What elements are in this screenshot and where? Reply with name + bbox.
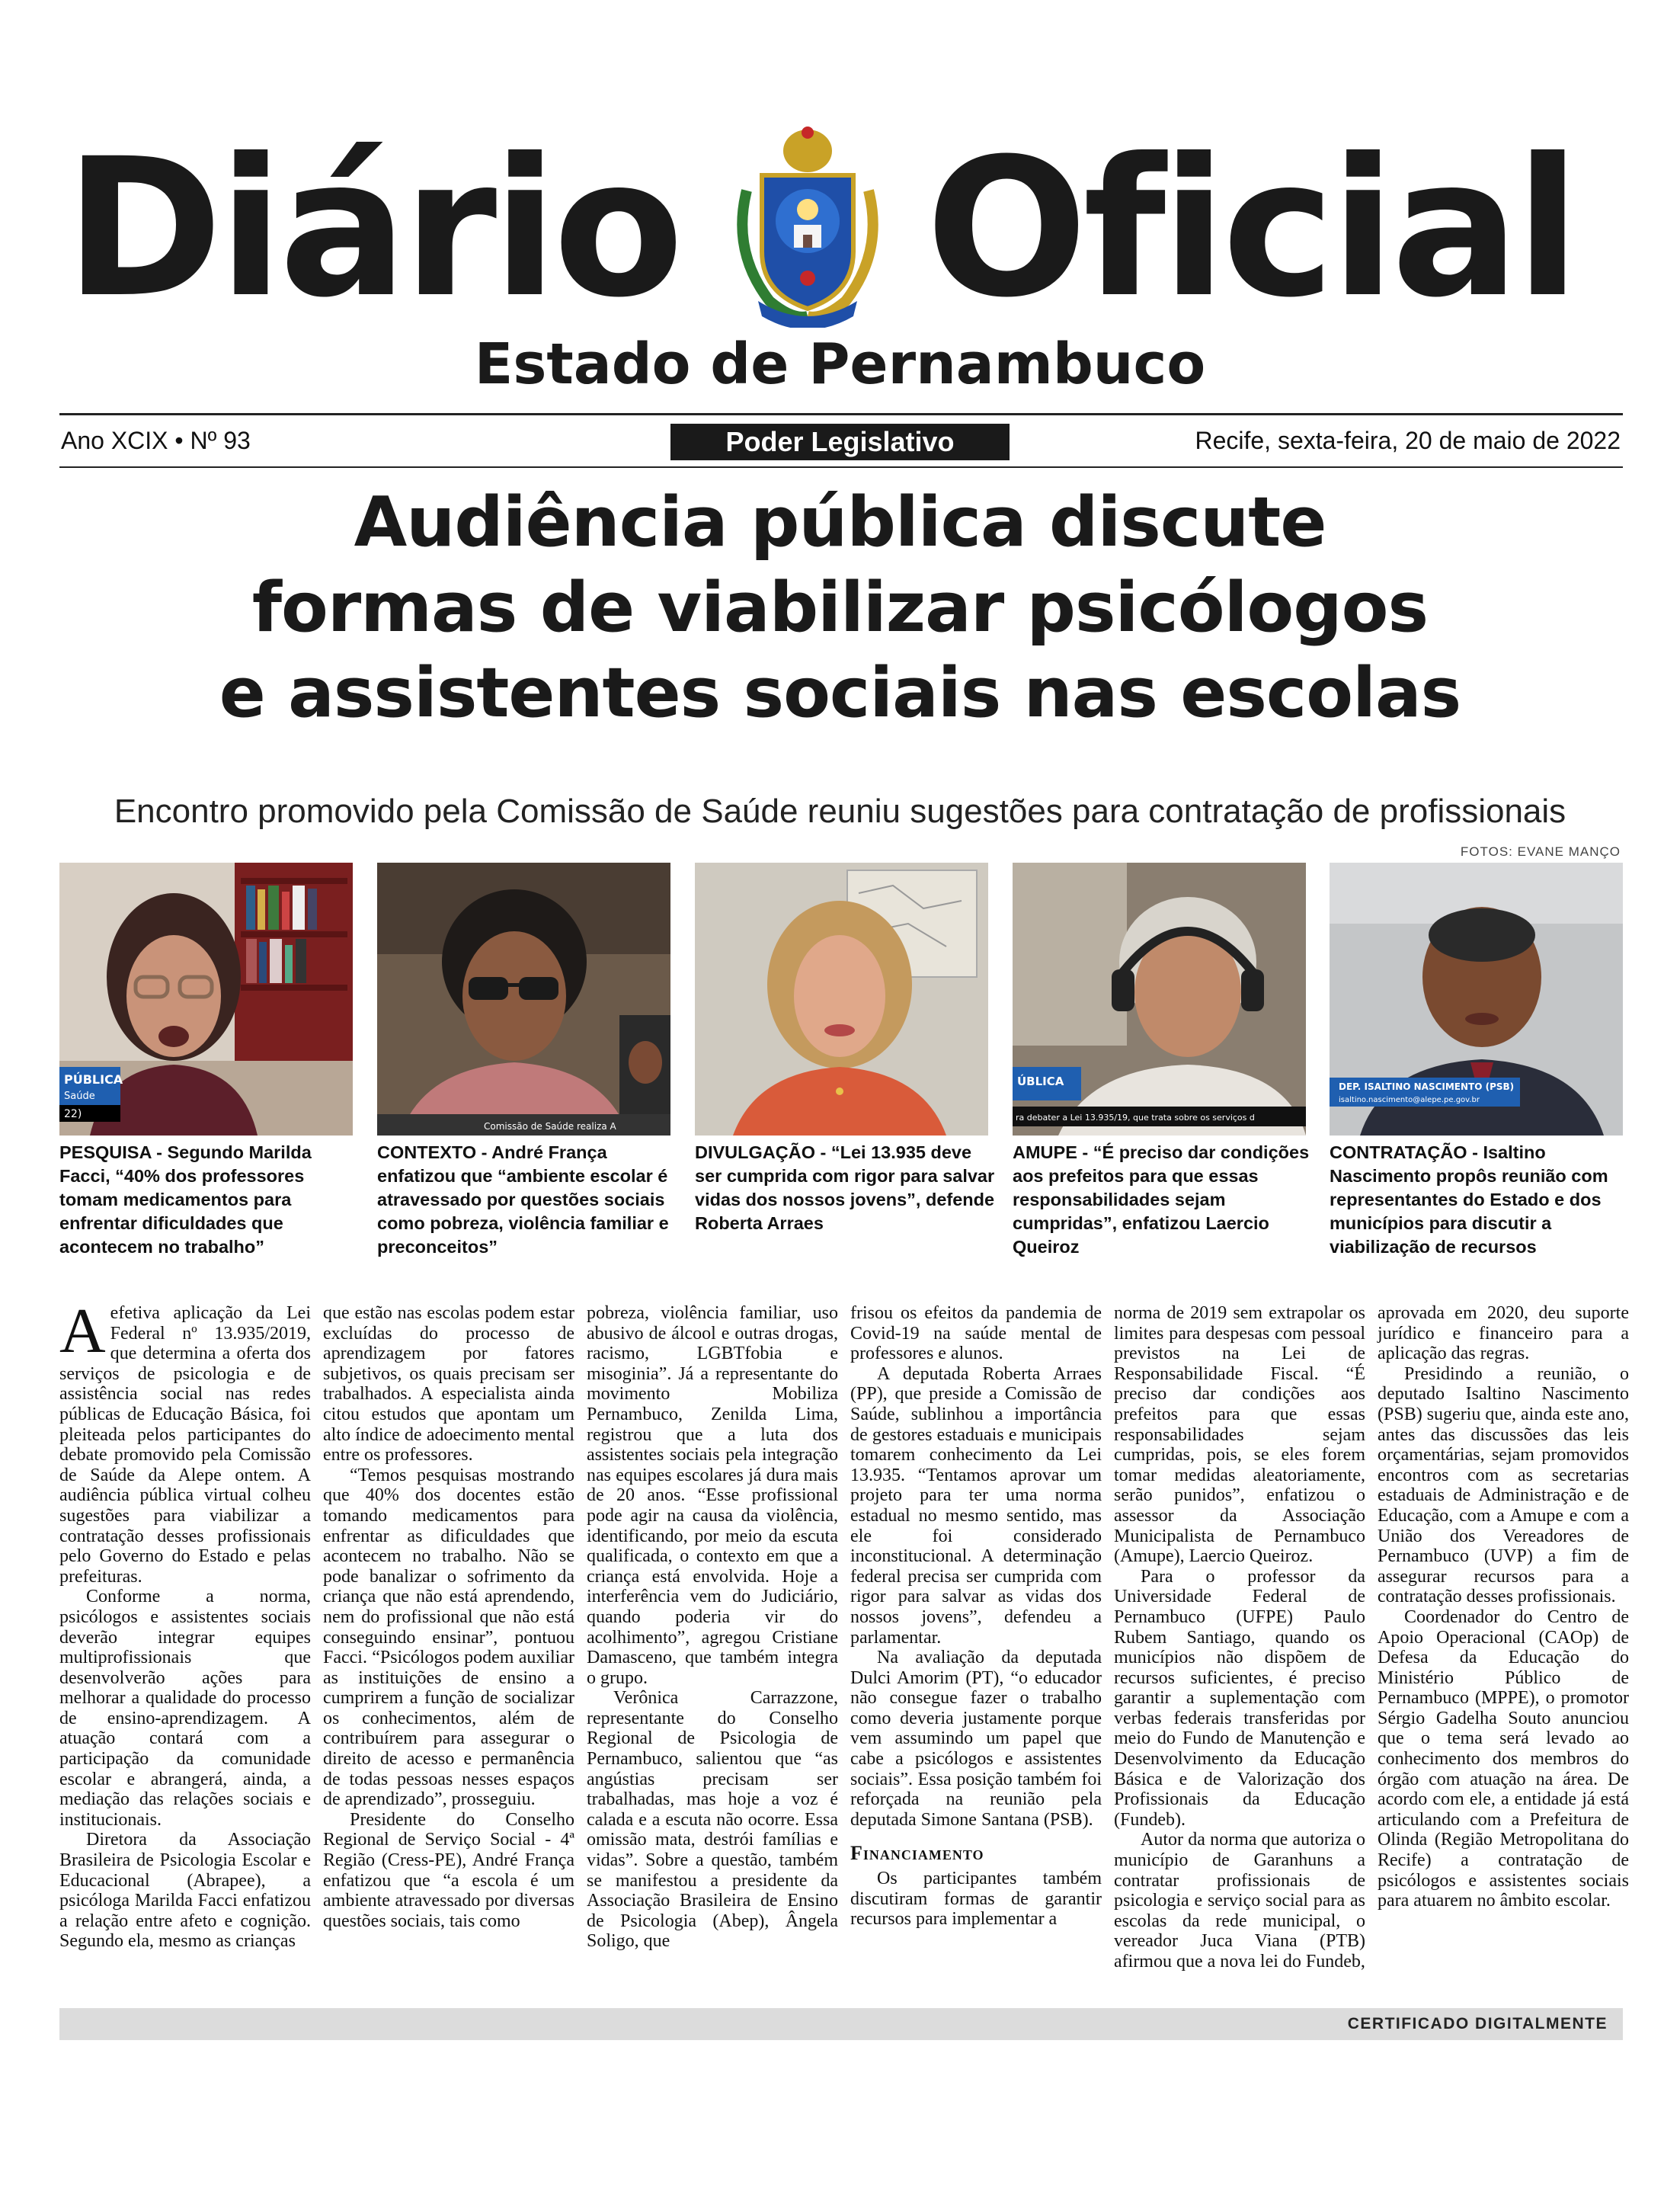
edition-number: Ano XCIX • Nº 93	[61, 427, 251, 454]
article-subhead: Financiamento	[850, 1842, 984, 1865]
photo-caption: DIVULGAÇÃO - “Lei 13.935 deve ser cumprida com rigor para salvar vidas dos nossos jovens”, defende Roberta Arraes	[695, 1142, 995, 1233]
masthead-word-diario: Diário	[65, 117, 680, 339]
headline-line-1: Audiência pública discute	[354, 482, 1326, 562]
photo-overlay-text: PÚBLICA	[64, 1072, 123, 1087]
article-paragraph: Diretora da Associação Brasileira de Psicologia Escolar e Educacional (Abrapee), a psicóloga Marilda Facci enfatizou a relação entre afeto e cognição. Segundo ela, mesmo as crianças	[59, 1830, 311, 1952]
article-paragraph: Presidente do Conselho Regional de Serviço Social - 4ª Região (Cress-PE), André França enfatizou que “a escola é um ambiente atravessado por diversas questões sociais, tais como	[323, 1809, 574, 1931]
article-paragraph: A deputada Roberta Arraes (PP), que preside a Comissão de Saúde, sublinhou a importância de gestores estaduais e municipais tomarem conhecimento da Lei 13.935. “Tentamos aprovar um projeto para ter uma norma estadual no mesmo sentido, mas ele foi considerado inconstitucional. A determinação federal precisa ser cumprida com rigor para salvar as vidas dos nossos jovens”, defendeu a parlamentar.	[850, 1363, 1102, 1648]
article-column-5	[1114, 1303, 1365, 1972]
photo-overlay-text: isaltino.nascimento@alepe.pe.gov.br	[1339, 1096, 1480, 1104]
article-paragraph: que estão nas escolas podem estar excluídas do processo de aprendizagem por fatores subjetivos, os quais precisam ser trabalhados. A especialista ainda citou estudos que apontam um alto índice de adoecimento mental entre os professores.	[323, 1303, 574, 1465]
article-paragraph: Presidindo a reunião, o deputado Isaltino Nascimento (PSB) sugeriu que, ainda este ano, antes das discussões das leis orçamentárias, sejam promovidos encontros com as secretarias estaduais de Administração e de Educação, com a Amupe e com a União dos Vereadores de Pernambuco (UVP) a fim de assegurar recursos para a contratação desses profissionais.	[1378, 1363, 1629, 1607]
masthead-rule-bottom	[59, 466, 1623, 468]
photo-caption: CONTEXTO - André França enfatizou que “ambiente escolar é atravessado por questões sociais como pobreza, violência familiar e preconceitos”	[377, 1142, 669, 1257]
article-column-1	[59, 1296, 311, 1952]
section-tag: Poder Legislativo	[670, 424, 1010, 460]
article-column-2	[323, 1303, 574, 1931]
photo-andre-franca	[377, 863, 670, 1136]
certified-label: CERTIFICADO DIGITALMENTE	[1347, 2015, 1608, 2032]
photo-credit: FOTOS: EVANE MANÇO	[1460, 844, 1621, 859]
dateline: Recife, sexta-feira, 20 de maio de 2022	[1195, 427, 1621, 454]
article-paragraph: pobreza, violência familiar, uso abusivo de álcool e outras drogas, racismo, LGBTfobia e misoginia”. Já a representante do movimento Mobiliza Pernambuco, Zenilda Lima, registrou que a luta dos assistentes sociais pela integração nas equipes escolares já dura mais de 20 anos. “Esse profissional pode agir na causa da violência, identificando, por meio da escuta qualificada, o contexto em que a criança está envolvida. Hoje a interferência vem do Judiciário, quando poderia vir do acolhimento”, agregou Cristiane Damasceno, que também integra o grupo.	[587, 1303, 838, 1688]
photo-caption: AMUPE - “É preciso dar condições aos prefeitos para que essas responsabilidades sejam cumpridas”, enfatizou Laercio Queiroz	[1013, 1142, 1310, 1257]
article-paragraph	[59, 1296, 311, 1587]
photo-caption: PESQUISA - Segundo Marilda Facci, “40% dos professores tomam medicamentos para enfrentar dificuldades que acontecem no trabalho”	[59, 1142, 312, 1257]
photo-caption: CONTRATAÇÃO - Isaltino Nascimento propôs reunião com representantes do Estado e dos municípios para discutir a viabilização de recursos	[1330, 1142, 1608, 1257]
headline	[0, 480, 1680, 736]
article-paragraph: Na avaliação da deputada Dulci Amorim (PT), “o educador não consegue fazer o trabalho como deveria justamente porque vem assumindo um papel que cabe a psicólogos e assistentes sociais”. Essa posição também foi reforçada na reunião pela deputada Simone Santana (PSB).	[850, 1648, 1102, 1830]
coat-of-arms-icon	[724, 122, 891, 328]
article-column-6	[1378, 1303, 1629, 1911]
article-paragraph-text: efetiva aplicação da Lei Federal nº 13.935/2019, que determina a oferta dos serviços de psicologia e de assistência social nas redes públicas de Educação Básica, foi pleiteada pelos participantes do debate promovido pela Comissão de Saúde da Alepe ontem. A audiência pública virtual colheu sugestões para viabilizar a contratação desses profissionais pelo Governo do Estado e pelas prefeituras.	[59, 1303, 311, 1587]
photo-overlay-text: DEP. ISALTINO NASCIMENTO (PSB)	[1339, 1081, 1515, 1092]
masthead-rule-top	[59, 413, 1623, 415]
article-paragraph: frisou os efeitos da pandemia de Covid-19 na saúde mental de professores e alunos.	[850, 1303, 1102, 1364]
headline-line-3: e assistentes sociais nas escolas	[219, 653, 1461, 733]
photo-roberta-arraes	[695, 863, 988, 1136]
article-paragraph: Os participantes também discutiram formas de garantir recursos para implementar a	[850, 1869, 1102, 1930]
article-paragraph: Autor da norma que autoriza o município de Garanhuns a contratar profissionais de psicologia e serviço social para as escolas da rede municipal, o vereador Juca Viana (PTB) afirmou que a nova lei do Fundeb,	[1114, 1830, 1365, 1972]
photo-isaltino-nascimento	[1330, 863, 1623, 1136]
article-paragraph: norma de 2019 sem extrapolar os limites para despesas com pessoal previstos na Lei de Responsabilidade Fiscal. “É preciso dar condições aos prefeitos para que essas responsabilidades sejam cumpridas, pois, se eles forem tomar medidas aleatoriamente, serão punidos”, enfatizou o assessor da Associação Municipalista de Pernambuco (Amupe), Laercio Queiroz.	[1114, 1303, 1365, 1567]
article-paragraph: Coordenador do Centro de Apoio Operacional (CAOp) de Defesa da Educação do Ministério Público de Pernambuco (MPPE), o promotor Sérgio Gadelha Souto anunciou que o tema será levado ao conhecimento dos membros do órgão com atuação na área. De acordo com ele, a entidade já está articulando com a Prefeitura de Olinda (Região Metropolitana do Recife) a contratação de psicólogos e assistentes sociais para atuarem no âmbito escolar.	[1378, 1606, 1629, 1911]
article-column-4	[850, 1303, 1102, 1930]
article-paragraph: aprovada em 2020, deu suporte jurídico e financeiro para a aplicação das regras.	[1378, 1303, 1629, 1364]
drop-cap: A	[59, 1296, 106, 1366]
photo-overlay-text: ra debater a Lei 13.935/19, que trata sobre os serviços d	[1016, 1113, 1255, 1123]
masthead-word-oficial: Oficial	[926, 117, 1576, 339]
masthead-subtitle: Estado de Pernambuco	[474, 332, 1206, 397]
photo-overlay-text: 22)	[64, 1108, 82, 1120]
photo-laercio-queiroz	[1013, 863, 1306, 1136]
photo-overlay-text: ÚBLICA	[1017, 1075, 1064, 1088]
headline-deck: Encontro promovido pela Comissão de Saúde reuniu sugestões para contratação de profissionais	[114, 793, 1566, 830]
article-paragraph: Conforme a norma, psicólogos e assistentes sociais deverão integrar equipes multiprofissionais que desenvolverão ações para melhorar a qualidade do processo de ensino-aprendizagem. A atuação contará com a participação da comunidade escolar e abrangerá, ainda, a mediação das relações sociais e institucionais.	[59, 1587, 311, 1830]
photo-overlay-text: Saúde	[64, 1091, 95, 1102]
headline-line-2: formas de viabilizar psicólogos	[251, 568, 1429, 648]
photo-marilda-facci	[59, 863, 353, 1136]
photo-overlay-text: Comissão de Saúde realiza A	[484, 1121, 616, 1132]
article-paragraph: Para o professor da Universidade Federal de Pernambuco (UFPE) Paulo Rubem Santiago, quando os municípios não dispõem de recursos suficientes, é preciso garantir a suplementação com verbas federais transferidas por meio do Fundo de Manutenção e Desenvolvimento da Educação Básica e de Valorização dos Profissionais da Educação (Fundeb).	[1114, 1566, 1365, 1830]
article-paragraph: Verônica Carrazzone, representante do Conselho Regional de Psicologia de Pernambuco, salientou que “as angústias precisam ser trabalhadas, mas hoje a voz é calada e a escuta não ocorre. Essa omissão mata, destrói famílias e vidas”. Sobre a questão, também se manifestou a presidente da Associação Brasileira de Ensino de Psicologia (Abep), Ângela Soligo, que	[587, 1688, 838, 1952]
article-column-3	[587, 1303, 838, 1952]
article-paragraph: “Temos pesquisas mostrando que 40% dos docentes estão tomando medicamentos para enfrentar as dificuldades que acontecem no trabalho. Não se pode banalizar o sofrimento da criança que não está aprendendo, nem do profissional que não está conseguindo ensinar”, pontuou Facci. “Psicólogos podem auxiliar as instituições de ensino a cumprirem a função de socializar os conhecimentos, além de contribuírem para assegurar o direito de acesso e permanência de todas pessoas nesses espaços de aprendizado”, prosseguiu.	[323, 1465, 574, 1810]
